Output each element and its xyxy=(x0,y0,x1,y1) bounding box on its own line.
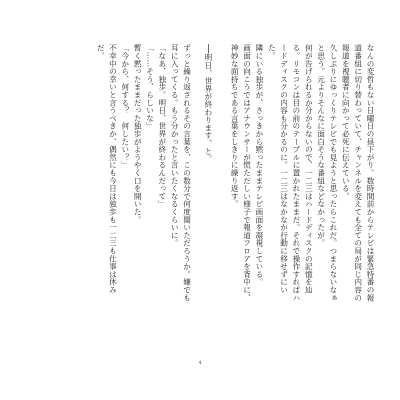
page-number: 4 xyxy=(198,360,202,366)
scene-line: ──明日、世界が終わります、と。 xyxy=(203,44,213,163)
paragraph: なんの変哲もない日曜日の昼下がり。数時間前からテレビは緊急特番の報道番組に切り替わっていて、チャンネルを変えても全ての局が同じ内容の報道を視聴者に向かって必死に伝えている。 xyxy=(341,44,375,302)
dialogue-line: 「……そう、らしいな」 xyxy=(145,44,155,130)
paragraph: ずっと繰り返されるその言葉を、この数分で何度聞いただろうか。嫌でも耳に入ってくる。もう分かったと言いたくなるくらいに。 xyxy=(170,44,192,302)
paragraph: 久しぶりにゆっくりテレビでも見ようと思ったらこれだ。つまらないなぁと思う。元よりそんなに面白そうな番組などなかったが。 xyxy=(316,44,338,302)
dialogue-line: 「なあ、独歩。明日、世界が終わるんだって」 xyxy=(157,44,167,208)
paragraph: 不幸中の幸いと言うべきか、偶然にも今日は独歩も一二三も仕事は休みだ。 xyxy=(96,44,118,294)
dialogue-line: 「今から、何する？ 何したい？」 xyxy=(120,44,130,169)
paragraph: 暫く黙ったままだった独歩がようやく口を開いた。 xyxy=(133,44,143,224)
paragraph: 隣にいる独歩が、さっきから黙ったままテレビ画面を凝視している。 xyxy=(254,44,264,286)
paragraph: 画面の向こうではアナウンサーが慌ただしい様子で報道フロアを背中に、神妙な面持ちである言葉をしきりに繰り返す。 xyxy=(230,44,252,302)
paragraph: 何が告げられるか分からないので、一二三はハードディスクの記憶を辿る。リモコンは目の前のテーブルに置かれたままだ。それで操作すればハードディスクの内容も分かるのに。一二三はなかなか行動に移せずにいた。 xyxy=(267,44,314,302)
body-text xyxy=(20,44,376,306)
